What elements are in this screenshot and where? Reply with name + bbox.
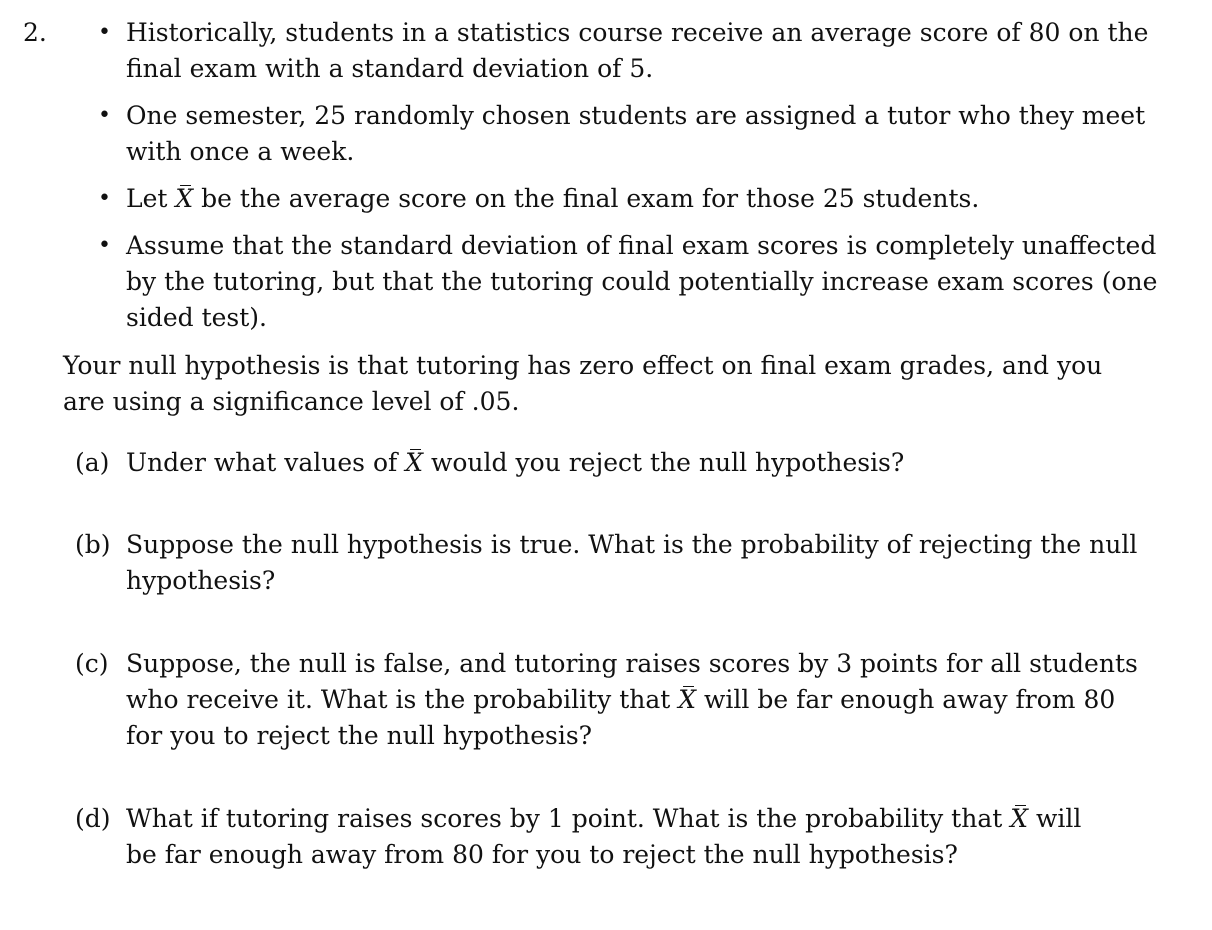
bullet-2-line-1: One semester, 25 randomly chosen students are assigned a tutor who they meet <box>126 101 1146 130</box>
x-bar-symbol: X <box>175 181 193 217</box>
bullet-icon: • <box>98 103 111 128</box>
intro-line-2: are using a significance level of .05. <box>63 387 520 416</box>
bullet-3-post: be the average score on the final exam for those 25 students. <box>193 184 980 213</box>
part-c-label: (c) <box>75 649 109 678</box>
part-c-line-2-pre: who receive it. What is the probability that <box>126 685 679 714</box>
part-a-label: (a) <box>75 448 110 477</box>
part-d-line-1-post: will <box>1028 804 1082 833</box>
x-bar-symbol: X <box>678 682 696 718</box>
part-b-label: (b) <box>75 530 111 559</box>
bullet-4-line-1: Assume that the standard deviation of final exam scores is completely unaffected <box>126 231 1157 260</box>
intro-line-1: Your null hypothesis is that tutoring has zero effect on final exam grades, and you <box>63 351 1103 380</box>
part-d-label: (d) <box>75 804 111 833</box>
part-d-line-1 <box>126 801 1081 837</box>
x-bar-symbol: X <box>1010 801 1028 837</box>
part-c-line-2 <box>126 682 1115 718</box>
bullet-icon: • <box>98 233 111 258</box>
part-a-pre: Under what values of <box>126 448 406 477</box>
x-bar-symbol: X <box>405 445 423 481</box>
part-a-post: would you reject the null hypothesis? <box>423 448 905 477</box>
bullet-3-line-1 <box>126 181 979 217</box>
bullet-1-line-2: final exam with a standard deviation of 5. <box>126 54 654 83</box>
bullet-4-line-3: sided test). <box>126 303 267 332</box>
bullet-icon: • <box>98 20 111 45</box>
bullet-2-line-2: with once a week. <box>126 137 355 166</box>
part-c-line-2-post: will be far enough away from 80 <box>696 685 1116 714</box>
bullet-icon: • <box>98 186 111 211</box>
part-d-line-2: be far enough away from 80 for you to reject the null hypothesis? <box>126 840 958 869</box>
part-b-line-1: Suppose the null hypothesis is true. What is the probability of rejecting the null <box>126 530 1138 559</box>
problem-number: 2. <box>23 18 47 47</box>
part-a-text <box>126 445 904 481</box>
part-d-line-1-pre: What if tutoring raises scores by 1 point. What is the probability that <box>126 804 1011 833</box>
part-c-line-3: for you to reject the null hypothesis? <box>126 721 593 750</box>
part-c-line-1: Suppose, the null is false, and tutoring raises scores by 3 points for all students <box>126 649 1138 678</box>
bullet-1-line-1: Historically, students in a statistics course receive an average score of 80 on the <box>126 18 1149 47</box>
bullet-3-pre: Let <box>126 184 176 213</box>
part-b-line-2: hypothesis? <box>126 566 276 595</box>
bullet-4-line-2: by the tutoring, but that the tutoring could potentially increase exam scores (one <box>126 267 1158 296</box>
